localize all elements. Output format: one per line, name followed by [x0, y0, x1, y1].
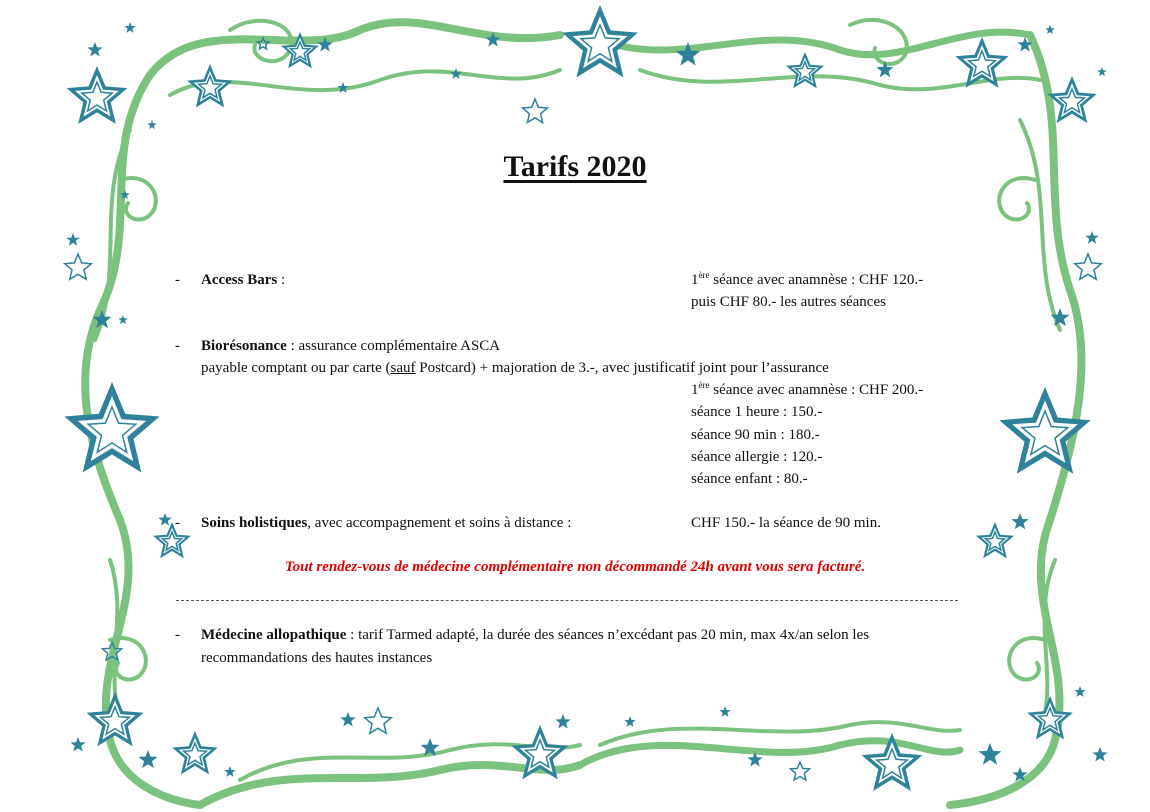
list-bullet: -: [175, 627, 180, 643]
soins-holistiques-price: CHF 150.- la séance de 90 min.: [691, 515, 881, 531]
bioresonance-name: Biorésonance: [201, 338, 287, 354]
bioresonance-label: [201, 338, 500, 355]
payment-text-b: Postcard) + majoration de 3.-, avec justificatif joint pour l’assurance: [415, 360, 829, 376]
ordinal-number: 1: [691, 272, 699, 288]
bioresonance-price-1: [691, 382, 923, 399]
page-title: Tarifs 2020: [503, 150, 647, 183]
ordinal-number: 1: [691, 382, 699, 398]
price-text: séance avec anamnèse : CHF 120.-: [709, 272, 924, 288]
access-bars-name: Access Bars: [201, 272, 278, 288]
bioresonance-price-5: séance enfant : 80.-: [691, 471, 808, 487]
ordinal-sup: ère: [698, 270, 710, 280]
dashed-separator: [176, 600, 958, 601]
cancellation-warning: Tout rendez-vous de médecine complémentaire non décommandé 24h avant vous sera facturé.: [284, 559, 866, 575]
bioresonance-price-2: séance 1 heure : 150.-: [691, 404, 823, 420]
medecine-allopathique-suffix: : tarif Tarmed adapté, la durée des séances n’excédant pas 20 min, max 4x/an selon les: [346, 627, 870, 643]
medecine-allopathique-name: Médecine allopathique: [201, 627, 347, 643]
medecine-allopathique-line-2: recommandations des hautes instances: [201, 650, 433, 666]
soins-holistiques-suffix: , avec accompagnement et soins à distance :: [307, 515, 572, 531]
list-bullet: -: [175, 338, 180, 354]
price-text: séance avec anamnèse : CHF 200.-: [709, 382, 924, 398]
list-bullet: -: [175, 272, 180, 288]
access-bars-label: [201, 272, 285, 289]
ordinal-sup: ère: [698, 380, 710, 390]
bioresonance-price-4: séance allergie : 120.-: [691, 449, 823, 465]
bioresonance-suffix: : assurance complémentaire ASCA: [286, 338, 501, 354]
access-bars-price-1: [691, 272, 923, 289]
payment-text-underlined: sauf: [390, 360, 416, 376]
access-bars-suffix: :: [277, 272, 286, 288]
bioresonance-payment: [201, 360, 829, 377]
list-bullet: -: [175, 515, 180, 531]
bioresonance-price-3: séance 90 min : 180.-: [691, 427, 820, 443]
payment-text-a: payable comptant ou par carte (: [201, 360, 391, 376]
medecine-allopathique-label: [201, 627, 869, 644]
access-bars-price-2: puis CHF 80.- les autres séances: [691, 294, 886, 310]
soins-holistiques-label: [201, 515, 571, 532]
soins-holistiques-name: Soins holistiques: [201, 515, 308, 531]
